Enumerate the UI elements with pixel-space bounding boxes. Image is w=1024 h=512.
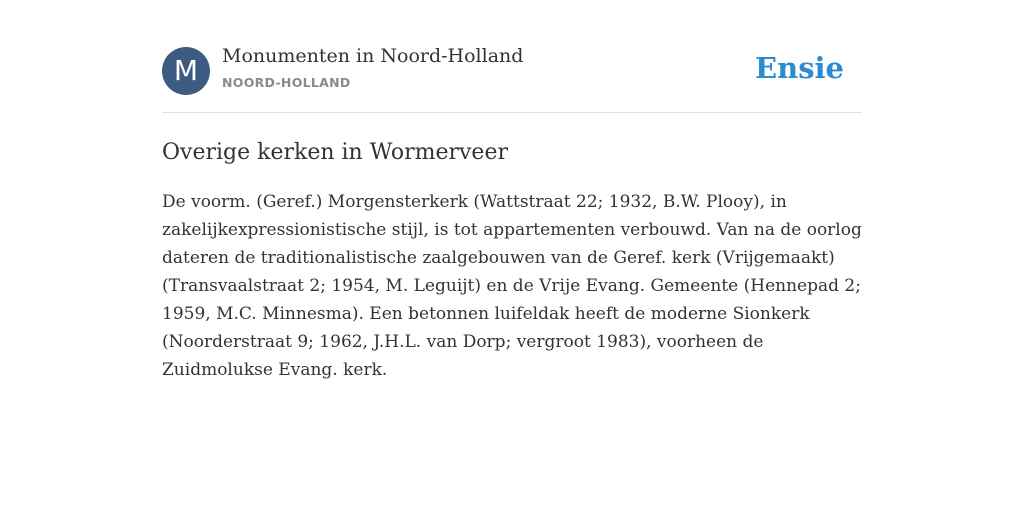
- body-line: (Transvaalstraat 2; 1954, M. Leguijt) en de Vrije Evang. Gemeente (Hennepad 2;: [162, 276, 861, 296]
- body-line: De voorm. (Geref.) Morgensterkerk (Wattstraat 22; 1932, B.W. Plooy), in: [162, 192, 787, 212]
- article-body: [162, 188, 862, 384]
- body-line: dateren de traditionalistische zaalgebouwen van de Geref. kerk (Vrijgemaakt): [162, 248, 835, 268]
- body-line: (Noorderstraat 9; 1962, J.H.L. van Dorp; vergroot 1983), voorheen de: [162, 332, 764, 352]
- header: [162, 0, 862, 113]
- article-title: Overige kerken in Wormerveer: [162, 140, 508, 165]
- avatar[interactable]: M: [162, 47, 210, 95]
- content-container: [162, 0, 862, 384]
- brand-logo[interactable]: Ensie: [755, 51, 844, 85]
- body-line: 1959, M.C. Minnesma). Een betonnen luifeldak heeft de moderne Sionkerk: [162, 304, 810, 324]
- body-line: zakelijkexpressionistische stijl, is tot appartementen verbouwd. Van na de oorlog: [162, 220, 862, 240]
- source-region: NOORD-HOLLAND: [222, 75, 351, 90]
- source-title[interactable]: Monumenten in Noord-Holland: [222, 45, 524, 67]
- body-line: Zuidmolukse Evang. kerk.: [162, 360, 388, 380]
